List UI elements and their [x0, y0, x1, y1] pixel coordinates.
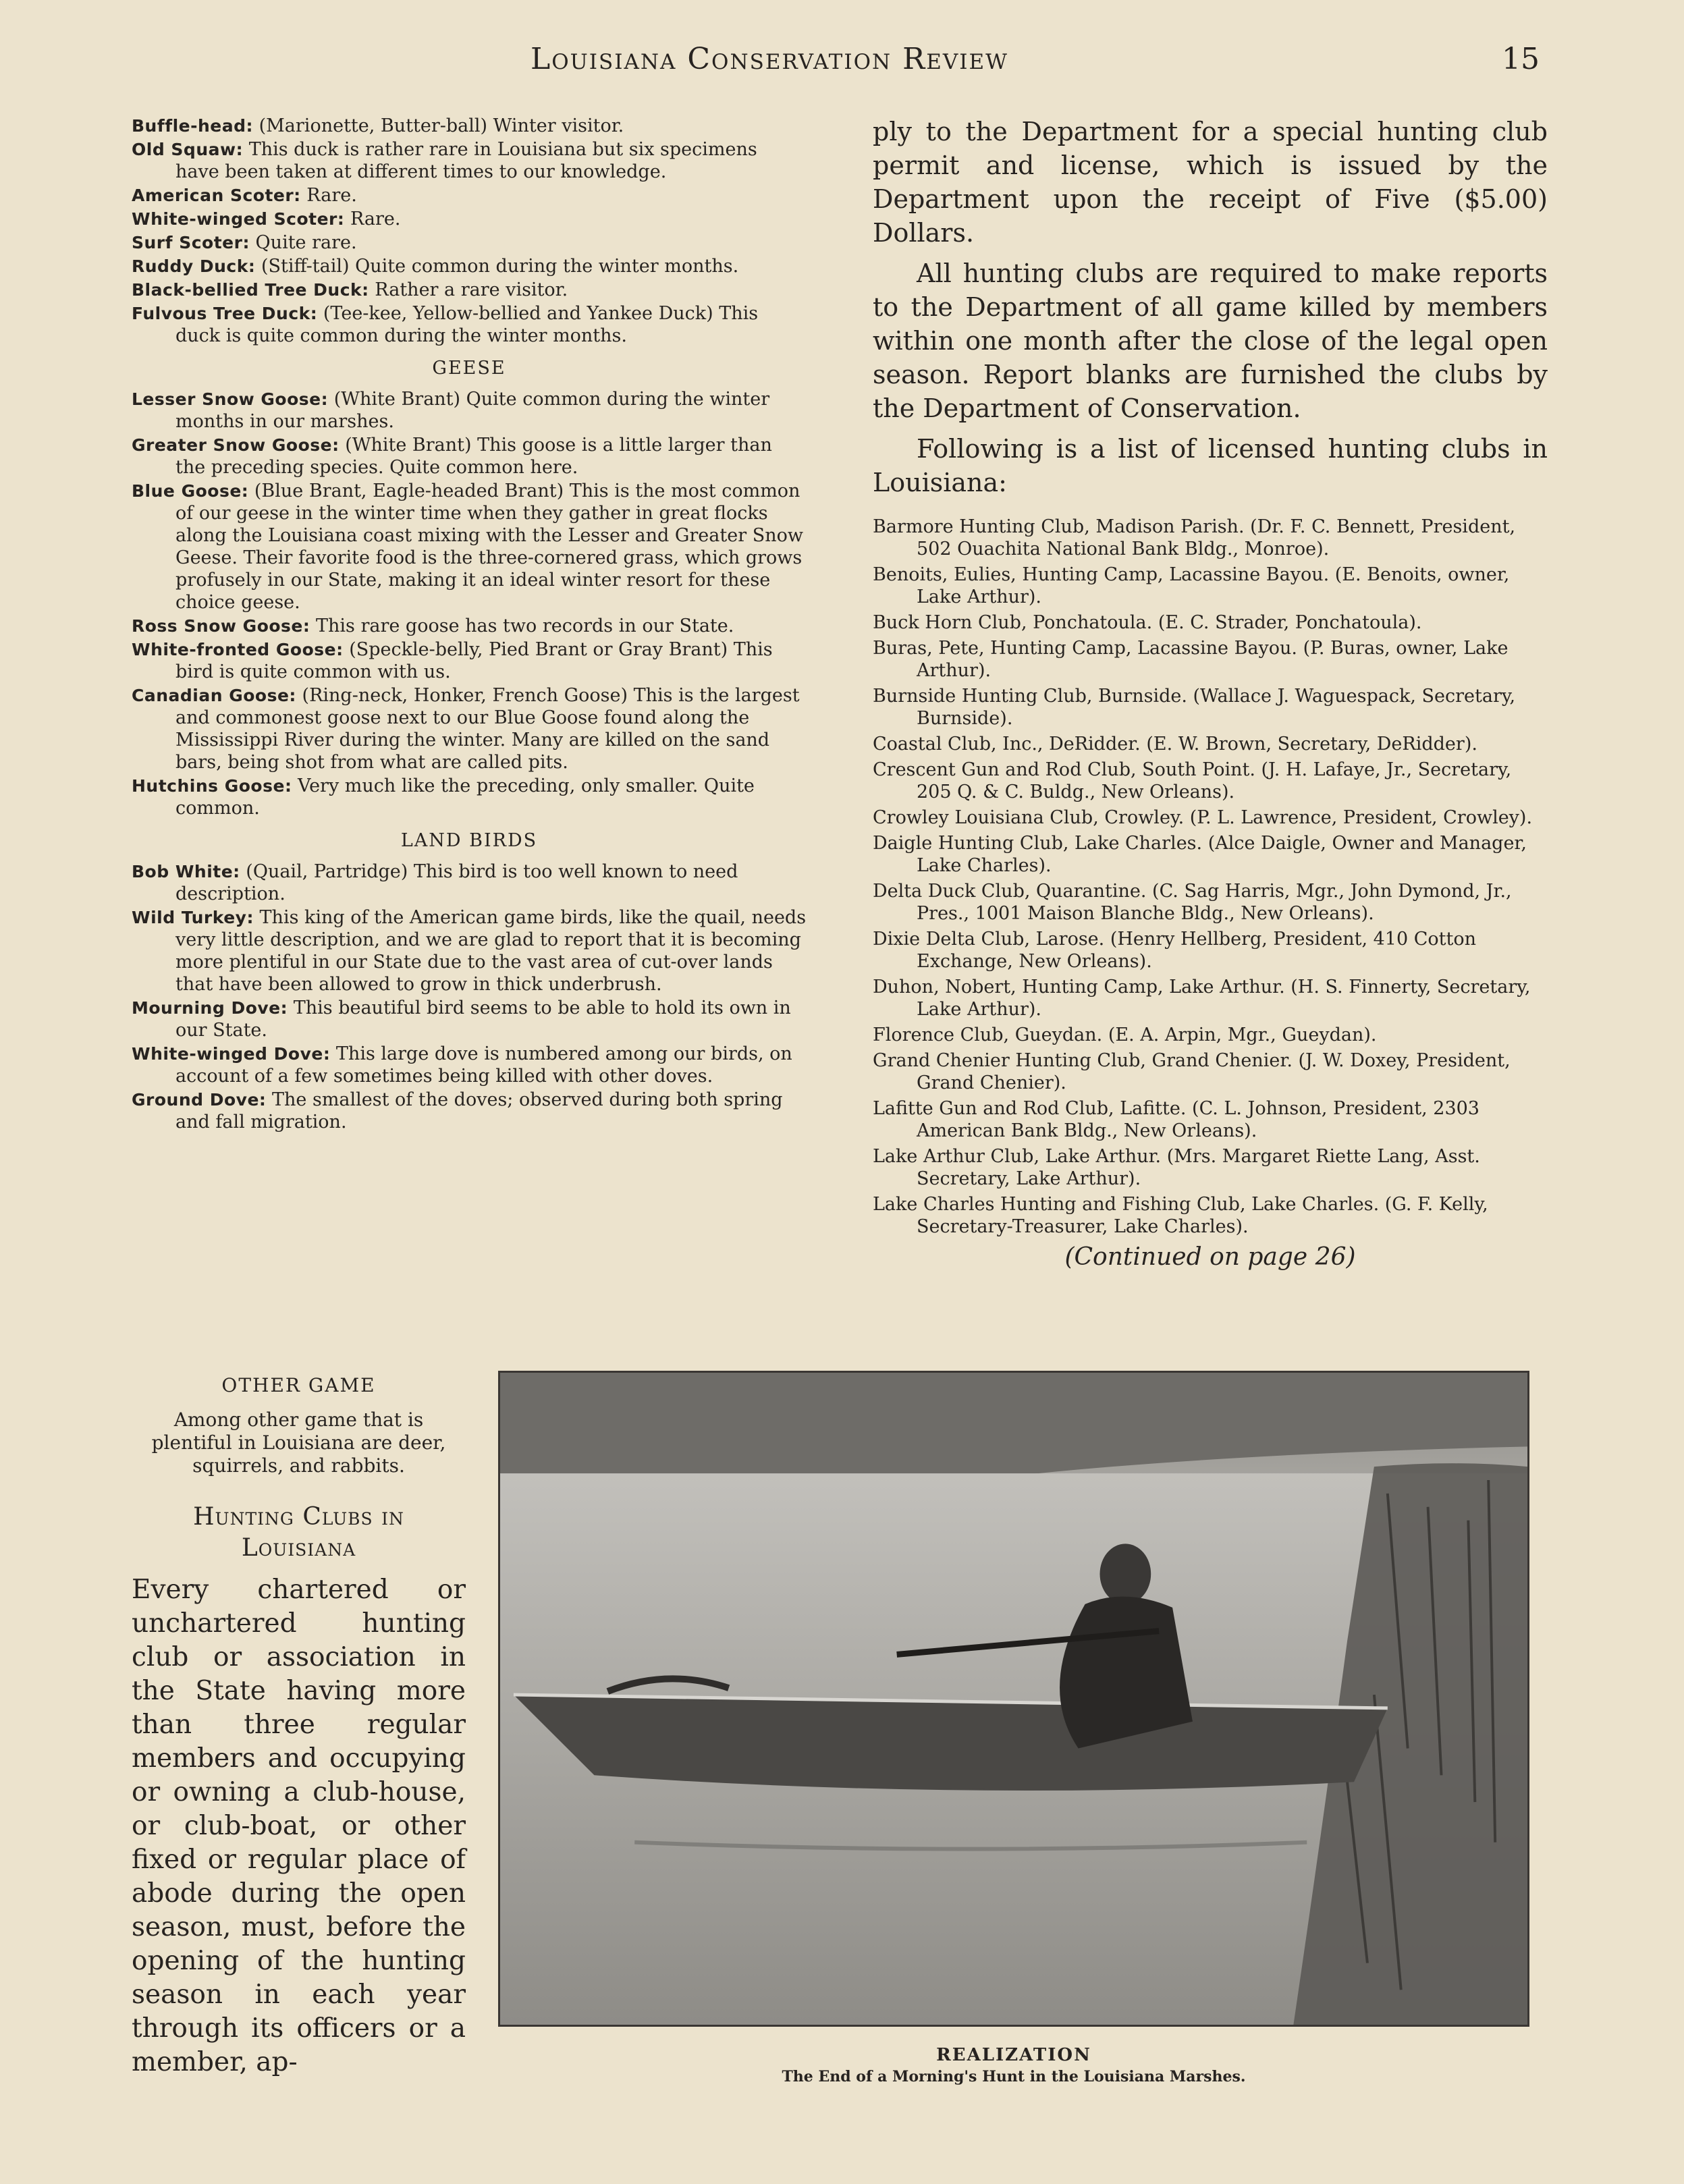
species-entry	[132, 231, 807, 254]
species-description: Rare.	[350, 209, 401, 229]
paragraph-list-intro: Following is a list of licensed hunting clubs in Louisiana:	[873, 434, 1548, 497]
species-description: The smallest of the doves; observed during both spring and fall migration.	[175, 1089, 783, 1132]
species-description: This duck is rather rare in Louisiana but six specimens have been taken at different times to our knowledge.	[175, 139, 757, 182]
species-entry	[132, 138, 807, 183]
club-entry: Delta Duck Club, Quarantine. (C. Sag Harris, Mgr., John Dymond, Jr., Pres., 1001 Maison Blanche Bldg., New Orleans).	[873, 881, 1512, 924]
species-description: This king of the American game birds, like the quail, needs very little description, and we are glad to report that it is becoming more plentiful in our State due to the vast area of cut-over lands that have been allowed to grow in thick underbrush.	[175, 907, 807, 995]
section-heading-geese: GEESE	[432, 358, 506, 379]
club-entry: Buras, Pete, Hunting Camp, Lacassine Bayou. (P. Buras, owner, Lake Arthur).	[873, 638, 1509, 681]
species-description: (Tee-kee, Yellow-bellied and Yankee Duck) This duck is quite common during the winter months.	[175, 303, 759, 346]
species-description: Quite rare.	[255, 232, 357, 253]
club-entry: Crowley Louisiana Club, Crowley. (P. L. Lawrence, President, Crowley).	[873, 807, 1533, 828]
species-name: Blue Goose:	[132, 481, 249, 501]
species-name: Mourning Dove:	[132, 998, 288, 1018]
species-entry	[132, 1043, 807, 1087]
species-description: Rather a rare visitor.	[375, 279, 568, 300]
species-name: Old Squaw:	[132, 140, 244, 159]
club-entry: Florence Club, Gueydan. (E. A. Arpin, Mgr., Gueydan).	[873, 1025, 1377, 1045]
right-column	[873, 115, 1548, 1271]
species-entry	[132, 208, 807, 230]
species-description: Rare.	[306, 185, 357, 206]
photo-hunter-body	[1060, 1597, 1193, 1749]
hunting-clubs-text: Every chartered or unchartered hunting club or association in the State having more than three regular members and occupying or owning a club-house, or club-boat, or other fixed or regular place of abode during the open season, must, before the opening of the hunting season in each year through its officers or a member, ap-	[132, 1575, 466, 2077]
species-entry	[132, 302, 807, 347]
club-entry: Dixie Delta Club, Larose. (Henry Hellberg, President, 410 Cotton Exchange, New Orleans).	[873, 929, 1477, 972]
species-name: Black-bellied Tree Duck:	[132, 280, 369, 300]
species-name: White-winged Dove:	[132, 1044, 331, 1064]
species-entry	[132, 184, 807, 207]
photo-illustration	[500, 1373, 1527, 2025]
species-name: Surf Scoter:	[132, 233, 250, 252]
hunting-clubs-heading-line1: Hunting Clubs in	[193, 1503, 404, 1531]
species-description: This beautiful bird seems to be able to hold its own in our State.	[175, 998, 791, 1041]
club-entry: Lafitte Gun and Rod Club, Lafitte. (C. L. Johnson, President, 2303 American Bank Bldg., New Orleans).	[873, 1098, 1479, 1141]
species-name: Ground Dove:	[132, 1090, 267, 1110]
species-entry	[132, 434, 807, 479]
species-entry	[132, 115, 807, 137]
page-header	[0, 42, 1684, 89]
species-entry	[132, 480, 807, 613]
species-description: (Ring-neck, Honker, French Goose) This is the largest and commonest goose next to our Blue Goose found along the Mississippi River during the winter. Many are killed on the sand bars, being shot from what are called pits.	[175, 685, 800, 773]
species-name: Buffle-head:	[132, 116, 254, 136]
club-entry: Duhon, Nobert, Hunting Camp, Lake Arthur. (H. S. Finnerty, Secretary, Lake Arthur).	[873, 977, 1531, 1020]
species-name: Wild Turkey:	[132, 908, 254, 927]
photo-caption	[498, 2045, 1529, 2085]
hunting-clubs-heading	[132, 1502, 466, 1564]
species-entry	[132, 775, 807, 819]
species-description: Very much like the preceding, only smaller. Quite common.	[175, 775, 755, 819]
species-name: Lesser Snow Goose:	[132, 389, 329, 409]
species-list-ducks	[132, 115, 807, 347]
species-description: (White Brant) This goose is a little larger than the preceding species. Quite common here.	[175, 435, 772, 478]
club-entry: Coastal Club, Inc., DeRidder. (E. W. Brown, Secretary, DeRidder).	[873, 734, 1477, 755]
section-heading-land-birds: LAND BIRDS	[400, 830, 538, 851]
species-name: White-fronted Goose:	[132, 640, 344, 659]
photo-boat-hull	[514, 1695, 1388, 1791]
species-description: (Blue Brant, Eagle-headed Brant) This is the most common of our geese in the winter time when they gather in great flocks along the Louisiana coast mixing with the Lesser and Greater Snow Geese. Their favorite food is the three-cornered grass, which grows profusely in our State, making it an ideal winter resort for these choice geese.	[175, 481, 803, 613]
club-entry: Lake Charles Hunting and Fishing Club, Lake Charles. (G. F. Kelly, Secretary-Treasurer, Lake Charles).	[873, 1194, 1488, 1237]
paragraph-reports: All hunting clubs are required to make reports to the Department of all game killed by members within one month after the close of the legal open season. Report blanks are furnished the clubs by the Department of Conservation.	[873, 258, 1548, 423]
species-list-land-birds	[132, 861, 807, 1133]
species-name: White-winged Scoter:	[132, 209, 345, 229]
running-title: Louisiana Conservation Review	[531, 42, 1008, 76]
other-game-heading: OTHER GAME	[221, 1374, 376, 1396]
species-name: Bob White:	[132, 862, 240, 881]
species-name: Canadian Goose:	[132, 686, 296, 705]
species-entry	[132, 388, 807, 433]
species-name: Fulvous Tree Duck:	[132, 304, 318, 323]
photo-title: REALIZATION	[936, 2045, 1091, 2065]
species-entry	[132, 861, 807, 905]
species-description: This rare goose has two records in our State.	[315, 616, 734, 636]
species-name: Hutchins Goose:	[132, 776, 292, 796]
species-name: Ross Snow Goose:	[132, 616, 310, 636]
species-list-geese	[132, 388, 807, 819]
continued-note: (Continued on page 26)	[1064, 1243, 1356, 1271]
club-entry: Lake Arthur Club, Lake Arthur. (Mrs. Margaret Riette Lang, Asst. Secretary, Lake Arthur).	[873, 1146, 1480, 1189]
club-entry: Buck Horn Club, Ponchatoula. (E. C. Strader, Ponchatoula).	[873, 612, 1422, 633]
species-entry	[132, 684, 807, 773]
other-game-text: Among other game that is plentiful in Louisiana are deer, squirrels, and rabbits.	[151, 1409, 446, 1477]
species-description: (Marionette, Butter-ball) Winter visitor.	[259, 115, 624, 136]
species-entry	[132, 279, 807, 301]
club-entry: Barmore Hunting Club, Madison Parish. (Dr. F. C. Bennett, President, 502 Ouachita National Bank Bldg., Monroe).	[873, 516, 1516, 559]
club-entry: Burnside Hunting Club, Burnside. (Wallace J. Waguespack, Secretary, Burnside).	[873, 686, 1516, 729]
species-name: American Scoter:	[132, 186, 301, 205]
species-entry	[132, 906, 807, 995]
species-entry	[132, 638, 807, 683]
species-entry	[132, 615, 807, 637]
species-entry	[132, 255, 807, 277]
photo-hunter-head	[1099, 1544, 1151, 1604]
species-entry	[132, 997, 807, 1041]
species-name: Greater Snow Goose:	[132, 435, 339, 455]
lower-left-column	[132, 1374, 466, 2079]
photo-hunter-in-boat	[498, 1371, 1529, 2027]
paragraph-permit: ply to the Department for a special hunting club permit and license, which is issued by the Department upon the receipt of Five ($5.00) Dollars.	[873, 117, 1548, 248]
species-entry	[132, 1089, 807, 1133]
species-description: (Quail, Partridge) This bird is too well known to need description.	[175, 861, 738, 904]
species-description: (Speckle-belly, Pied Brant or Gray Brant) This bird is quite common with us.	[175, 639, 773, 682]
species-description: (Stiff-tail) Quite common during the winter months.	[261, 256, 739, 277]
club-entry: Benoits, Eulies, Hunting Camp, Lacassine Bayou. (E. Benoits, owner, Lake Arthur).	[873, 564, 1510, 607]
species-description: This large dove is numbered among our birds, on account of a few sometimes being killed with other doves.	[175, 1043, 792, 1087]
club-entry: Daigle Hunting Club, Lake Charles. (Alce Daigle, Owner and Manager, Lake Charles).	[873, 833, 1527, 876]
hunting-clubs-heading-line2: Louisiana	[241, 1534, 356, 1562]
species-description: (White Brant) Quite common during the winter months in our marshes.	[175, 389, 770, 432]
club-list	[873, 516, 1548, 1238]
page-number: 15	[1502, 42, 1540, 76]
club-entry: Grand Chenier Hunting Club, Grand Chenier. (J. W. Doxey, President, Grand Chenier).	[873, 1050, 1511, 1093]
photo-caption-text: The End of a Morning's Hunt in the Louisiana Marshes.	[782, 2068, 1246, 2085]
species-name: Ruddy Duck:	[132, 256, 256, 276]
club-entry: Crescent Gun and Rod Club, South Point. (J. H. Lafaye, Jr., Secretary, 205 Q. & C. Buldg., New Orleans).	[873, 759, 1512, 802]
left-column	[132, 115, 807, 1135]
